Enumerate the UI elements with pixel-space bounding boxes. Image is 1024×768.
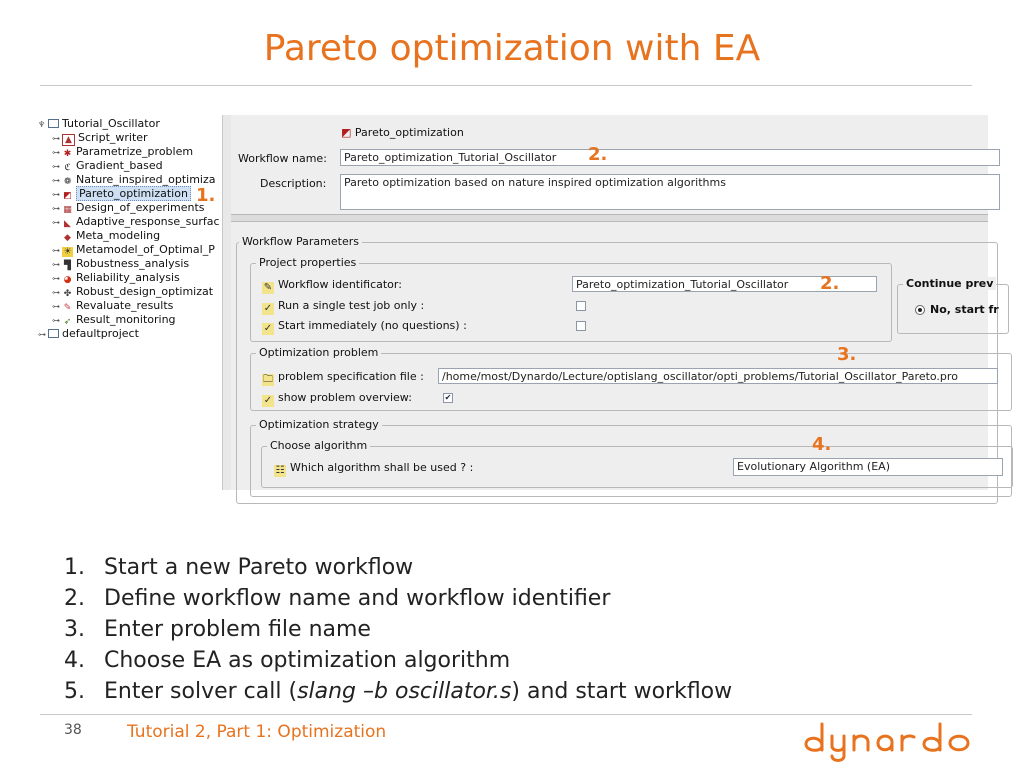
list-icon: ☷	[275, 465, 285, 476]
tree-item-label: Result_monitoring	[76, 313, 176, 326]
which-algorithm-row	[274, 461, 473, 477]
tree-item-label: Parametrize_problem	[76, 145, 194, 158]
panel-header	[341, 126, 464, 139]
collapse-handle-icon[interactable]: ⊶	[52, 218, 60, 227]
tree-item-pareto-optimization[interactable]	[52, 187, 191, 201]
nature-icon: ❁	[63, 177, 72, 187]
footer-text: Tutorial 2, Part 1: Optimization	[127, 722, 387, 742]
marker-4: 4.	[812, 434, 832, 455]
tree-item-robustness-analysis[interactable]	[52, 257, 189, 271]
workflow-parameters-title: Workflow Parameters	[239, 235, 362, 248]
pencil-icon: ✎	[263, 282, 273, 293]
solver-call-text: slang –b oscillator.s	[297, 679, 512, 704]
single-test-job-checkbox[interactable]	[576, 301, 586, 311]
tree-item-label: Robust_design_optimizat	[76, 285, 214, 298]
expand-icon[interactable]: ♆	[38, 120, 46, 129]
show-overview-row	[262, 391, 412, 407]
meta-icon: ◆	[64, 233, 71, 243]
tree-item-robust-design[interactable]	[52, 285, 213, 299]
tree-item-nature-inspired[interactable]	[52, 173, 216, 187]
workflow-name-input[interactable]: Pareto_optimization_Tutorial_Oscillator	[340, 149, 1000, 166]
step-text-post: ) and start workflow	[511, 679, 733, 704]
workflow-identificator-input[interactable]: Pareto_optimization_Tutorial_Oscillator	[572, 276, 877, 292]
title-divider	[40, 85, 972, 86]
monitor-icon: ➶	[63, 317, 72, 327]
start-immediately-label: Start immediately (no questions) :	[278, 319, 467, 332]
no-start-fresh-label: No, start fr	[930, 303, 999, 316]
tree-root-defaultproject[interactable]	[38, 327, 139, 341]
no-start-fresh-radio[interactable]	[915, 305, 925, 315]
collapse-handle-icon[interactable]: ⊶	[52, 260, 60, 269]
step-text: Define workflow name and workflow identifier	[104, 586, 611, 611]
tree-item-label: Nature_inspired_optimiza	[76, 173, 216, 186]
tree-item-adaptive-response[interactable]	[52, 215, 220, 229]
collapse-handle-icon[interactable]: ⊶	[52, 316, 60, 325]
page-number: 38	[64, 722, 82, 738]
marker-2-workflow-name: 2.	[588, 144, 608, 165]
tree-item-label: Metamodel_of_Optimal_P	[76, 243, 215, 256]
collapse-handle-icon[interactable]: ⊶	[52, 176, 60, 185]
choose-algorithm-title: Choose algorithm	[267, 439, 370, 452]
tree-item-label-selected: Pareto_optimization	[76, 186, 191, 201]
reliability-icon: ◕	[63, 275, 72, 285]
step-item	[64, 614, 732, 645]
gradient-icon: ℭ	[64, 163, 71, 173]
step-text-pre: Enter solver call (	[104, 679, 298, 704]
single-test-job-label: Run a single test job only :	[278, 299, 425, 312]
optimization-problem-title: Optimization problem	[256, 346, 381, 359]
step-number: 1.	[64, 555, 85, 580]
dynardo-logo-icon	[800, 716, 976, 764]
screenshot	[36, 115, 999, 490]
pareto-icon: ◩	[341, 126, 352, 139]
tree-item-label: Adaptive_response_surfac	[76, 215, 220, 228]
marker-1: 1.	[196, 185, 216, 206]
single-test-job-row	[262, 299, 424, 315]
tree-item-revaluate-results[interactable]	[52, 299, 173, 313]
step-number: 2.	[64, 586, 85, 611]
checkmark-icon: ✓	[263, 323, 273, 334]
start-immediately-row	[262, 319, 467, 335]
step-item	[64, 676, 732, 707]
tree-item-label: Design_of_experiments	[76, 201, 205, 214]
marker-2-identificator: 2.	[820, 273, 840, 294]
tree-root-label: defaultproject	[62, 327, 139, 340]
algorithm-select[interactable]: Evolutionary Algorithm (EA)	[733, 458, 1003, 476]
which-algorithm-label: Which algorithm shall be used ? :	[290, 461, 474, 474]
step-item	[64, 645, 732, 676]
description-textarea[interactable]: Pareto optimization based on nature inspired optimization algorithms	[340, 174, 1000, 210]
step-number: 4.	[64, 648, 85, 673]
step-text: Choose EA as optimization algorithm	[104, 648, 511, 673]
collapse-handle-icon[interactable]: ⊶	[38, 330, 46, 339]
workflow-name-label: Workflow name:	[238, 152, 327, 165]
collapse-handle-icon[interactable]: ⊶	[52, 274, 60, 283]
marker-3: 3.	[837, 344, 857, 365]
start-immediately-checkbox[interactable]	[576, 321, 586, 331]
tree-item-label: Script_writer	[78, 131, 148, 144]
folder-icon	[48, 329, 59, 338]
tree-item-label: Gradient_based	[76, 159, 163, 172]
checkmark-icon: ✓	[263, 303, 273, 314]
problem-file-label: problem specification file :	[278, 370, 424, 383]
pareto-icon: ◩	[63, 191, 72, 201]
tree-item-script-writer[interactable]	[52, 131, 148, 145]
tree-item-label: Meta_modeling	[76, 229, 161, 242]
continue-previous-title: Continue prev	[903, 277, 996, 290]
show-overview-label: show problem overview:	[278, 391, 412, 404]
collapse-handle-icon[interactable]: ⊶	[52, 190, 60, 199]
tree-root[interactable]	[38, 117, 160, 131]
tree-item-gradient-based[interactable]	[52, 159, 163, 173]
collapse-handle-icon[interactable]: ⊶	[52, 288, 60, 297]
tree-item-metamodel-of-optimal[interactable]	[52, 243, 215, 257]
show-overview-checkbox[interactable]: ✔	[444, 393, 452, 402]
dynardo-logo	[800, 716, 976, 768]
tree-item-design-of-experiments[interactable]	[52, 201, 205, 215]
project-tree	[36, 115, 223, 490]
description-label: Description:	[260, 177, 327, 190]
doe-icon: ▦	[63, 205, 72, 215]
collapse-handle-icon[interactable]: ⊶	[52, 246, 60, 255]
tree-item-label: Reliability_analysis	[76, 271, 180, 284]
tree-item-meta-modeling[interactable]	[62, 229, 160, 243]
tree-item-result-monitoring[interactable]	[52, 313, 176, 327]
step-text: Start a new Pareto workflow	[104, 555, 414, 580]
collapse-handle-icon[interactable]: ⊶	[52, 302, 60, 311]
optimization-strategy-title: Optimization strategy	[256, 418, 382, 431]
workflow-identificator-row	[262, 278, 402, 294]
workflow-identificator-label: Workflow identificator:	[278, 278, 402, 291]
step-text: Enter problem file name	[104, 617, 371, 642]
tree-item-label: Revaluate_results	[76, 299, 174, 312]
collapse-handle-icon[interactable]: ⊶	[52, 148, 60, 157]
rdo-icon: ✤	[63, 289, 72, 299]
workflow-panel	[196, 115, 999, 490]
tree-item-reliability-analysis[interactable]	[52, 271, 180, 285]
revaluate-icon: ✎	[63, 303, 72, 313]
project-properties-title: Project properties	[256, 256, 359, 269]
folder-open-icon: 🗀	[263, 374, 273, 385]
step-number: 3.	[64, 617, 85, 642]
tree-item-parametrize-problem[interactable]	[52, 145, 193, 159]
tree-root-label: Tutorial_Oscillator	[62, 117, 160, 130]
script-icon: ▲	[62, 134, 75, 146]
collapse-handle-icon[interactable]: ⊶	[52, 134, 60, 143]
footer-divider	[40, 714, 972, 715]
step-item	[64, 552, 732, 583]
collapse-handle-icon[interactable]: ⊶	[52, 204, 60, 213]
parametrize-icon: ✱	[63, 149, 72, 159]
mop-icon: ☀	[63, 247, 72, 257]
step-number: 5.	[64, 679, 85, 704]
slide-title: Pareto optimization with EA	[263, 28, 761, 69]
problem-file-row	[262, 370, 424, 386]
collapse-handle-icon[interactable]: ⊶	[52, 162, 60, 171]
folder-icon	[48, 119, 59, 128]
step-item	[64, 583, 732, 614]
problem-file-input[interactable]: /home/most/Dynardo/Lecture/optislang_oscillator/opti_problems/Tutorial_Oscillator_Pareto.pro	[438, 368, 998, 384]
adaptive-icon: ◣	[64, 219, 71, 229]
steps-list	[64, 552, 732, 707]
panel-header-label: Pareto_optimization	[354, 126, 464, 139]
tree-item-label: Robustness_analysis	[76, 257, 190, 270]
horizontal-splitter[interactable]	[231, 214, 988, 222]
robustness-icon: ▜	[64, 261, 71, 271]
checkmark-icon: ✓	[263, 395, 273, 406]
